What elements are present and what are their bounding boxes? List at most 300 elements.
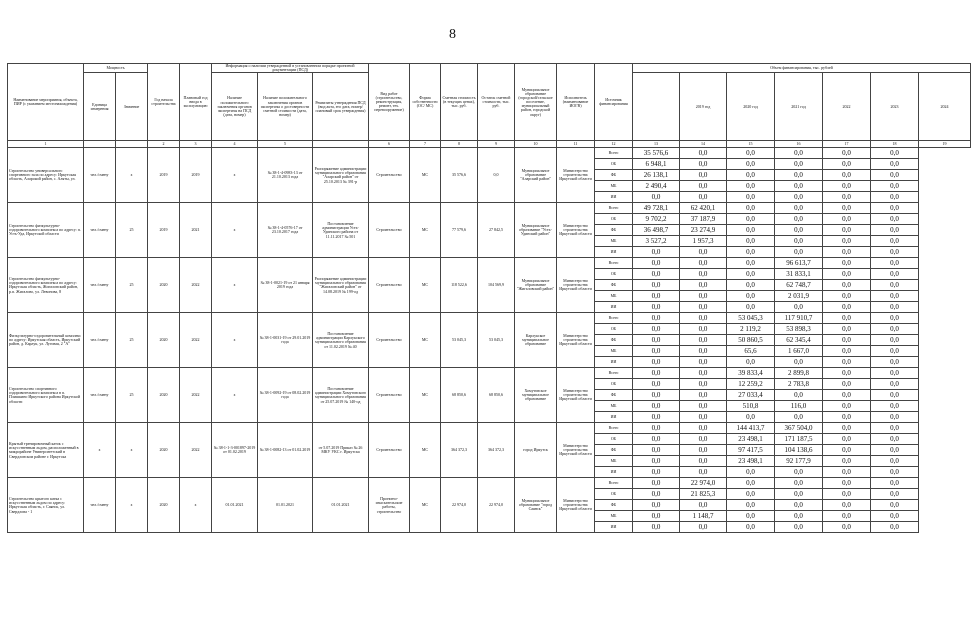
funding-value: 2 119,2 <box>727 324 775 335</box>
funding-value: 0,0 <box>633 390 680 401</box>
funding-value: 0,0 <box>823 357 871 368</box>
project-work-type: Строительство <box>369 423 410 478</box>
funding-value: 92 177,9 <box>775 456 823 467</box>
funding-source: ОБ <box>595 379 633 390</box>
funding-value: 0,0 <box>775 236 823 247</box>
header-unit: Единица измерения <box>84 73 116 141</box>
project-capacity: 25 <box>116 368 148 423</box>
funding-value: 0,0 <box>823 346 871 357</box>
funding-value: 0,0 <box>871 192 919 203</box>
funding-value: 26 138,1 <box>633 170 680 181</box>
funding-value: 12 259,2 <box>727 379 775 390</box>
col-number: 8 <box>441 141 478 148</box>
funding-value: 97 417,5 <box>727 445 775 456</box>
funding-value: 0,0 <box>775 214 823 225</box>
col-number: 4 <box>212 141 258 148</box>
funding-value: 0,0 <box>823 192 871 203</box>
funding-value: 0,0 <box>823 489 871 500</box>
funding-value: 53 898,3 <box>775 324 823 335</box>
header-doc-expertise: Наличие положительного заключения органов экспертизы на ПСД (дата, номер) <box>212 73 258 141</box>
funding-source: ФБ <box>595 390 633 401</box>
funding-value: 0,0 <box>727 148 775 159</box>
project-plan-year: 2022 <box>180 313 212 368</box>
funding-value: 31 833,1 <box>775 269 823 280</box>
project-estimate: 118 522,6 <box>441 258 478 313</box>
col-number: 10 <box>515 141 557 148</box>
funding-source: ОБ <box>595 489 633 500</box>
funding-value: 367 504,0 <box>775 423 823 434</box>
funding-value: 0,0 <box>775 489 823 500</box>
funding-value: 0,0 <box>633 456 680 467</box>
funding-value: 0,0 <box>775 159 823 170</box>
funding-value: 0,0 <box>680 313 727 324</box>
funding-value: 104 138,6 <box>775 445 823 456</box>
funding-value: 0,0 <box>680 467 727 478</box>
funding-value: 0,0 <box>680 423 727 434</box>
funding-source: ОБ <box>595 434 633 445</box>
project-executor: Министерство строительства Иркутской области <box>557 203 595 258</box>
funding-source: ИИ <box>595 302 633 313</box>
funding-value: 0,0 <box>680 291 727 302</box>
funding-value: 62 345,4 <box>775 335 823 346</box>
funding-value: 0,0 <box>823 203 871 214</box>
project-cost-expertise: № 38-1-4-0576-17 от 23.10.2017 года <box>258 203 313 258</box>
column-numbers-row <box>8 141 971 148</box>
funding-value: 0,0 <box>871 456 919 467</box>
project-start-year: 2020 <box>148 423 180 478</box>
project-name: Строительство физкультурно-оздоровительного комплекса по адресу: Иркутская область, Жигаловский район, р.п. Жигалово, ул. Левонова, 8 <box>8 258 84 313</box>
project-estimate: 68 850,6 <box>441 368 478 423</box>
project-unit: чел./смену <box>84 258 116 313</box>
funding-value: 1 667,0 <box>775 346 823 357</box>
header-row-1 <box>8 64 971 73</box>
project-cost-expertise: № 38-1-0092-19 от 08.02.2019 года <box>258 368 313 423</box>
project-unit: чел./смену <box>84 203 116 258</box>
funding-value: 0,0 <box>871 478 919 489</box>
funding-value: 0,0 <box>633 324 680 335</box>
funding-value: 0,0 <box>871 269 919 280</box>
project-remaining: 364 372,3 <box>478 423 515 478</box>
funding-value: 0,0 <box>680 335 727 346</box>
project-start-year: 2020 <box>148 478 180 533</box>
col-number: 14 <box>680 141 727 148</box>
funding-value: 27 033,4 <box>727 390 775 401</box>
project-unit: чел./смену <box>84 148 116 203</box>
funding-value: 0,0 <box>633 192 680 203</box>
funding-value: 0,0 <box>871 258 919 269</box>
funding-value: 0,0 <box>775 500 823 511</box>
project-start-year: 2020 <box>148 313 180 368</box>
funding-value: 0,0 <box>871 511 919 522</box>
funding-value: 0,0 <box>823 511 871 522</box>
funding-value: 3 527,2 <box>633 236 680 247</box>
funding-value: 39 833,4 <box>727 368 775 379</box>
funding-value: 0,0 <box>727 225 775 236</box>
funding-value: 0,0 <box>633 291 680 302</box>
project-expertise: 01.01.2021 <box>212 478 258 533</box>
funding-value: 0,0 <box>727 511 775 522</box>
project-unit: чел./смену <box>84 313 116 368</box>
project-name: Строительство универсального спортивного зала по адресу: Иркутская область, Аларский район, с. Аляты, ул. <box>8 148 84 203</box>
funding-value: 0,0 <box>727 291 775 302</box>
funding-value: 0,0 <box>633 313 680 324</box>
project-plan-year: 2019 <box>180 148 212 203</box>
project-name: Строительство физкультурно-оздоровительного комплекса по адресу: п. Усть-Уда, Иркутской области <box>8 203 84 258</box>
project-approval: Распоряжение администрации муниципального образования "Аларский район" от 25.10.2013 № 391-р <box>313 148 369 203</box>
table-row <box>8 258 971 269</box>
header-executor: Исполнитель (наименование ИОГВ) <box>557 64 595 141</box>
col-number: 6 <box>369 141 410 148</box>
funding-value: 0,0 <box>775 467 823 478</box>
funding-value: 2 783,8 <box>775 379 823 390</box>
funding-value: 0,0 <box>775 511 823 522</box>
funding-value: 0,0 <box>823 379 871 390</box>
funding-value: 0,0 <box>823 478 871 489</box>
funding-value: 0,0 <box>775 247 823 258</box>
project-approval: 01.01.2021 <box>313 478 369 533</box>
project-expertise: х <box>212 368 258 423</box>
funding-value: 0,0 <box>871 467 919 478</box>
funding-source: МБ <box>595 456 633 467</box>
funding-value: 9 702,2 <box>633 214 680 225</box>
funding-value: 53 045,3 <box>727 313 775 324</box>
col-number-blank <box>313 141 369 148</box>
funding-value: 62 420,1 <box>680 203 727 214</box>
project-name: Физкультурно-оздоровительный комплекс по адресу: Иркутская область, Иркутский район, д. Карлук, ул. Луговая, 2 "А" <box>8 313 84 368</box>
col-number: 13 <box>633 141 680 148</box>
funding-value: 21 825,3 <box>680 489 727 500</box>
funding-value: 0,0 <box>823 445 871 456</box>
funding-value: 0,0 <box>871 379 919 390</box>
funding-source: ФБ <box>595 335 633 346</box>
project-cost-expertise: 01.01.2021 <box>258 478 313 533</box>
header-year-2022: 2022 <box>823 73 871 141</box>
header-work-type: Вид работ (строительство, реконструкция, ремонт, тех. перевооружение) <box>369 64 410 141</box>
header-municipality: Муниципальное образование (городской/сельское поселение, муниципальный район, городской округ) <box>515 64 557 141</box>
funding-source: ИИ <box>595 357 633 368</box>
funding-value: 0,0 <box>633 357 680 368</box>
funding-value: 0,0 <box>680 500 727 511</box>
funding-value: 0,0 <box>823 302 871 313</box>
funding-value: 0,0 <box>727 412 775 423</box>
funding-value: 0,0 <box>680 170 727 181</box>
project-estimate: 364 372,3 <box>441 423 478 478</box>
col-number: 16 <box>775 141 823 148</box>
funding-value: 0,0 <box>680 412 727 423</box>
funding-value: 0,0 <box>775 170 823 181</box>
funding-value: 0,0 <box>633 522 680 533</box>
funding-value: 1 148,7 <box>680 511 727 522</box>
project-estimate: 35 576,6 <box>441 148 478 203</box>
project-executor: Министерство строительства Иркутской области <box>557 258 595 313</box>
col-number: 11 <box>557 141 595 148</box>
project-municipality: Муниципальное образование "город Саянск" <box>515 478 557 533</box>
header-doc-info: Информация о наличии утвержденной в установленном порядке проектной документации (ПСД) <box>212 64 369 73</box>
funding-value: 0,0 <box>823 401 871 412</box>
funding-value: 0,0 <box>633 401 680 412</box>
project-work-type: Строительство <box>369 148 410 203</box>
project-name: Строительство спортивного оздоровительного комплекса в п. Плишкино Иркутского района Иркутской области <box>8 368 84 423</box>
funding-value: 0,0 <box>823 500 871 511</box>
project-capacity: х <box>116 423 148 478</box>
project-municipality: Муниципальное образование "Жигаловский район" <box>515 258 557 313</box>
funding-value: 50 860,5 <box>727 335 775 346</box>
col-number-blank <box>84 141 116 148</box>
funding-value: 144 413,7 <box>727 423 775 434</box>
project-remaining: 0,0 <box>478 148 515 203</box>
project-expertise: х <box>212 203 258 258</box>
project-expertise: № 38-1-1-3-001897-2019 от 01.02.2019 <box>212 423 258 478</box>
funding-source: Всего <box>595 203 633 214</box>
funding-value: 0,0 <box>727 522 775 533</box>
funding-source: ОБ <box>595 159 633 170</box>
project-expertise: х <box>212 313 258 368</box>
funding-value: 0,0 <box>633 379 680 390</box>
project-approval: Постановление администрации Усть-Удинского района от 11.11.2017 № 501 <box>313 203 369 258</box>
funding-value: 0,0 <box>775 412 823 423</box>
funding-value: 0,0 <box>871 500 919 511</box>
project-municipality: Муниципальное образование "Усть-Удинский район" <box>515 203 557 258</box>
funding-value: 0,0 <box>680 357 727 368</box>
table-row <box>8 313 971 324</box>
col-number: 5 <box>258 141 313 148</box>
funding-value: 0,0 <box>680 379 727 390</box>
page-number: 8 <box>449 27 456 42</box>
header-start-year: Год начала строительства <box>148 64 180 141</box>
funding-value: 0,0 <box>871 159 919 170</box>
funding-value: 0,0 <box>871 357 919 368</box>
header-doc-approval: Реквизиты утверждения ПСД (вид акта, его дата, номер/ плановый срок утверждения) <box>313 73 369 141</box>
funding-value: 0,0 <box>823 467 871 478</box>
funding-value: 0,0 <box>823 225 871 236</box>
funding-value: 22 974,0 <box>680 478 727 489</box>
funding-value: 0,0 <box>823 390 871 401</box>
funding-value: 0,0 <box>727 302 775 313</box>
funding-value: 510,8 <box>727 401 775 412</box>
project-ownership: МС <box>410 478 441 533</box>
funding-value: 171 187,5 <box>775 434 823 445</box>
funding-value: 0,0 <box>871 313 919 324</box>
col-number: 19 <box>919 141 971 148</box>
funding-value: 0,0 <box>871 203 919 214</box>
project-capacity: х <box>116 148 148 203</box>
funding-value: 0,0 <box>727 181 775 192</box>
project-ownership: МС <box>410 258 441 313</box>
project-cost-expertise: № 38-1-4-0983-13 от 21.10.2013 года <box>258 148 313 203</box>
project-capacity: 25 <box>116 258 148 313</box>
funding-source: МБ <box>595 181 633 192</box>
project-work-type: Строительство <box>369 368 410 423</box>
funding-value: 1 957,3 <box>680 236 727 247</box>
col-number: 2 <box>148 141 180 148</box>
funding-value: 0,0 <box>633 247 680 258</box>
project-municipality: город Иркутск <box>515 423 557 478</box>
funding-value: 0,0 <box>871 247 919 258</box>
header-value: Значение <box>116 73 148 141</box>
project-estimate: 77 579,6 <box>441 203 478 258</box>
funding-source: МБ <box>595 401 633 412</box>
project-plan-year: 2021 <box>180 203 212 258</box>
funding-value: 0,0 <box>823 148 871 159</box>
funding-value: 0,0 <box>727 280 775 291</box>
funding-value: 2 490,4 <box>633 181 680 192</box>
header-year-2019: 2019 год <box>680 73 727 141</box>
funding-value: 0,0 <box>633 511 680 522</box>
funding-value: 0,0 <box>871 214 919 225</box>
funding-source: Всего <box>595 478 633 489</box>
funding-value: 0,0 <box>727 159 775 170</box>
project-ownership: МС <box>410 148 441 203</box>
project-municipality: Карлукское муниципальное образование <box>515 313 557 368</box>
funding-value: 0,0 <box>823 170 871 181</box>
header-sources: Источник финансирования <box>595 64 633 141</box>
project-cost-expertise: № 38-1-0031-19 от 29.01.2019 года <box>258 313 313 368</box>
funding-value: 0,0 <box>727 170 775 181</box>
funding-value: 0,0 <box>823 181 871 192</box>
col-number: 17 <box>823 141 871 148</box>
col-number: 12 <box>595 141 633 148</box>
funding-value: 0,0 <box>871 346 919 357</box>
funding-value: 0,0 <box>680 302 727 313</box>
funding-value: 0,0 <box>775 203 823 214</box>
funding-value: 0,0 <box>680 456 727 467</box>
funding-value: 0,0 <box>680 445 727 456</box>
funding-source: МБ <box>595 236 633 247</box>
funding-value: 2 031,9 <box>775 291 823 302</box>
project-plan-year: х <box>180 478 212 533</box>
funding-source: ФБ <box>595 225 633 236</box>
funding-value: 0,0 <box>775 148 823 159</box>
funding-value: 0,0 <box>823 236 871 247</box>
funding-value: 0,0 <box>633 467 680 478</box>
funding-value: 0,0 <box>727 203 775 214</box>
project-municipality: Хомутовское муниципальное образование <box>515 368 557 423</box>
header-year-2023: 2023 <box>871 73 919 141</box>
project-expertise: х <box>212 258 258 313</box>
funding-value: 0,0 <box>680 434 727 445</box>
project-work-type: Строительство <box>369 313 410 368</box>
project-remaining: 53 045,3 <box>478 313 515 368</box>
project-ownership: МС <box>410 313 441 368</box>
project-executor: Министерство строительства Иркутской области <box>557 148 595 203</box>
funding-value: 0,0 <box>871 368 919 379</box>
funding-value: 0,0 <box>775 478 823 489</box>
project-executor: Министерство строительства Иркутской области <box>557 368 595 423</box>
funding-value: 0,0 <box>680 390 727 401</box>
funding-value: 0,0 <box>727 357 775 368</box>
funding-value: 0,0 <box>871 225 919 236</box>
funding-value: 0,0 <box>871 324 919 335</box>
funding-value: 0,0 <box>823 368 871 379</box>
project-start-year: 2020 <box>148 258 180 313</box>
table-row <box>8 478 971 489</box>
project-remaining: 22 974,0 <box>478 478 515 533</box>
project-remaining: 104 569,9 <box>478 258 515 313</box>
header-name: Наименование мероприятия, объекта, ПИР (с указанием местонахождения) <box>8 64 84 141</box>
col-number: 9 <box>478 141 515 148</box>
project-cost-expertise: № 38-1-0021-19 от 21 января 2019 года <box>258 258 313 313</box>
funding-value: 0,0 <box>823 335 871 346</box>
funding-value: 0,0 <box>680 159 727 170</box>
col-number: 7 <box>410 141 441 148</box>
funding-value: 0,0 <box>680 368 727 379</box>
funding-value: 0,0 <box>727 258 775 269</box>
funding-value: 0,0 <box>871 280 919 291</box>
project-ownership: МС <box>410 423 441 478</box>
funding-value: 0,0 <box>727 489 775 500</box>
project-remaining: 27 842,5 <box>478 203 515 258</box>
funding-value: 0,0 <box>633 423 680 434</box>
funding-value: 0,0 <box>680 522 727 533</box>
funding-source: Всего <box>595 313 633 324</box>
funding-value: 0,0 <box>823 412 871 423</box>
funding-value: 65,6 <box>727 346 775 357</box>
col-number: 1 <box>8 141 84 148</box>
funding-value: 0,0 <box>633 478 680 489</box>
funding-value: 0,0 <box>680 148 727 159</box>
project-estimate: 22 974,0 <box>441 478 478 533</box>
funding-value: 0,0 <box>823 324 871 335</box>
funding-value: 0,0 <box>823 423 871 434</box>
table-row <box>8 203 971 214</box>
project-unit: чел./смену <box>84 368 116 423</box>
project-approval: Постановление администрации Хомутовского муниципального образования от 25.07.2019 № 140-од <box>313 368 369 423</box>
funding-value: 0,0 <box>871 390 919 401</box>
funding-value: 0,0 <box>775 357 823 368</box>
project-plan-year: 2022 <box>180 368 212 423</box>
funding-value: 0,0 <box>871 236 919 247</box>
funding-value: 116,0 <box>775 401 823 412</box>
funding-value: 0,0 <box>823 291 871 302</box>
funding-source: ИИ <box>595 412 633 423</box>
funding-value: 0,0 <box>680 401 727 412</box>
header-funding: Объем финансирования, тыс. рублей <box>633 64 971 73</box>
project-start-year: 2019 <box>148 148 180 203</box>
funding-source: ФБ <box>595 500 633 511</box>
funding-source: Всего <box>595 148 633 159</box>
project-municipality: Муниципальное образование "Аларский район" <box>515 148 557 203</box>
funding-value: 0,0 <box>775 390 823 401</box>
funding-value: 0,0 <box>633 368 680 379</box>
header-year-2021: 2021 год <box>775 73 823 141</box>
funding-source: ОБ <box>595 324 633 335</box>
funding-source: МБ <box>595 511 633 522</box>
funding-value: 49 728,1 <box>633 203 680 214</box>
funding-value: 0,0 <box>823 247 871 258</box>
funding-value: 0,0 <box>871 423 919 434</box>
header-funding-blank <box>633 73 680 141</box>
funding-value: 36 498,7 <box>633 225 680 236</box>
funding-value: 0,0 <box>680 181 727 192</box>
funding-source: ФБ <box>595 170 633 181</box>
funding-value: 0,0 <box>633 302 680 313</box>
project-name: Строительство крытого катка с искусственным льдом по адресу: Иркутская область, г. Саянск, ул. Свердлова - 1 <box>8 478 84 533</box>
project-ownership: МС <box>410 368 441 423</box>
funding-value: 0,0 <box>775 302 823 313</box>
table-row <box>8 148 971 159</box>
funding-value: 0,0 <box>680 269 727 280</box>
project-cost-expertise: № 38-1-0082-13 от 01.02.2019 <box>258 423 313 478</box>
table-row <box>8 368 971 379</box>
funding-value: 0,0 <box>823 159 871 170</box>
funding-source: ФБ <box>595 445 633 456</box>
funding-source: МБ <box>595 346 633 357</box>
funding-value: 62 748,7 <box>775 280 823 291</box>
header-remaining: Остаток сметной стоимости, тыс. руб. <box>478 64 515 141</box>
funding-value: 0,0 <box>727 467 775 478</box>
col-number: 3 <box>180 141 212 148</box>
funding-value: 6 948,1 <box>633 159 680 170</box>
